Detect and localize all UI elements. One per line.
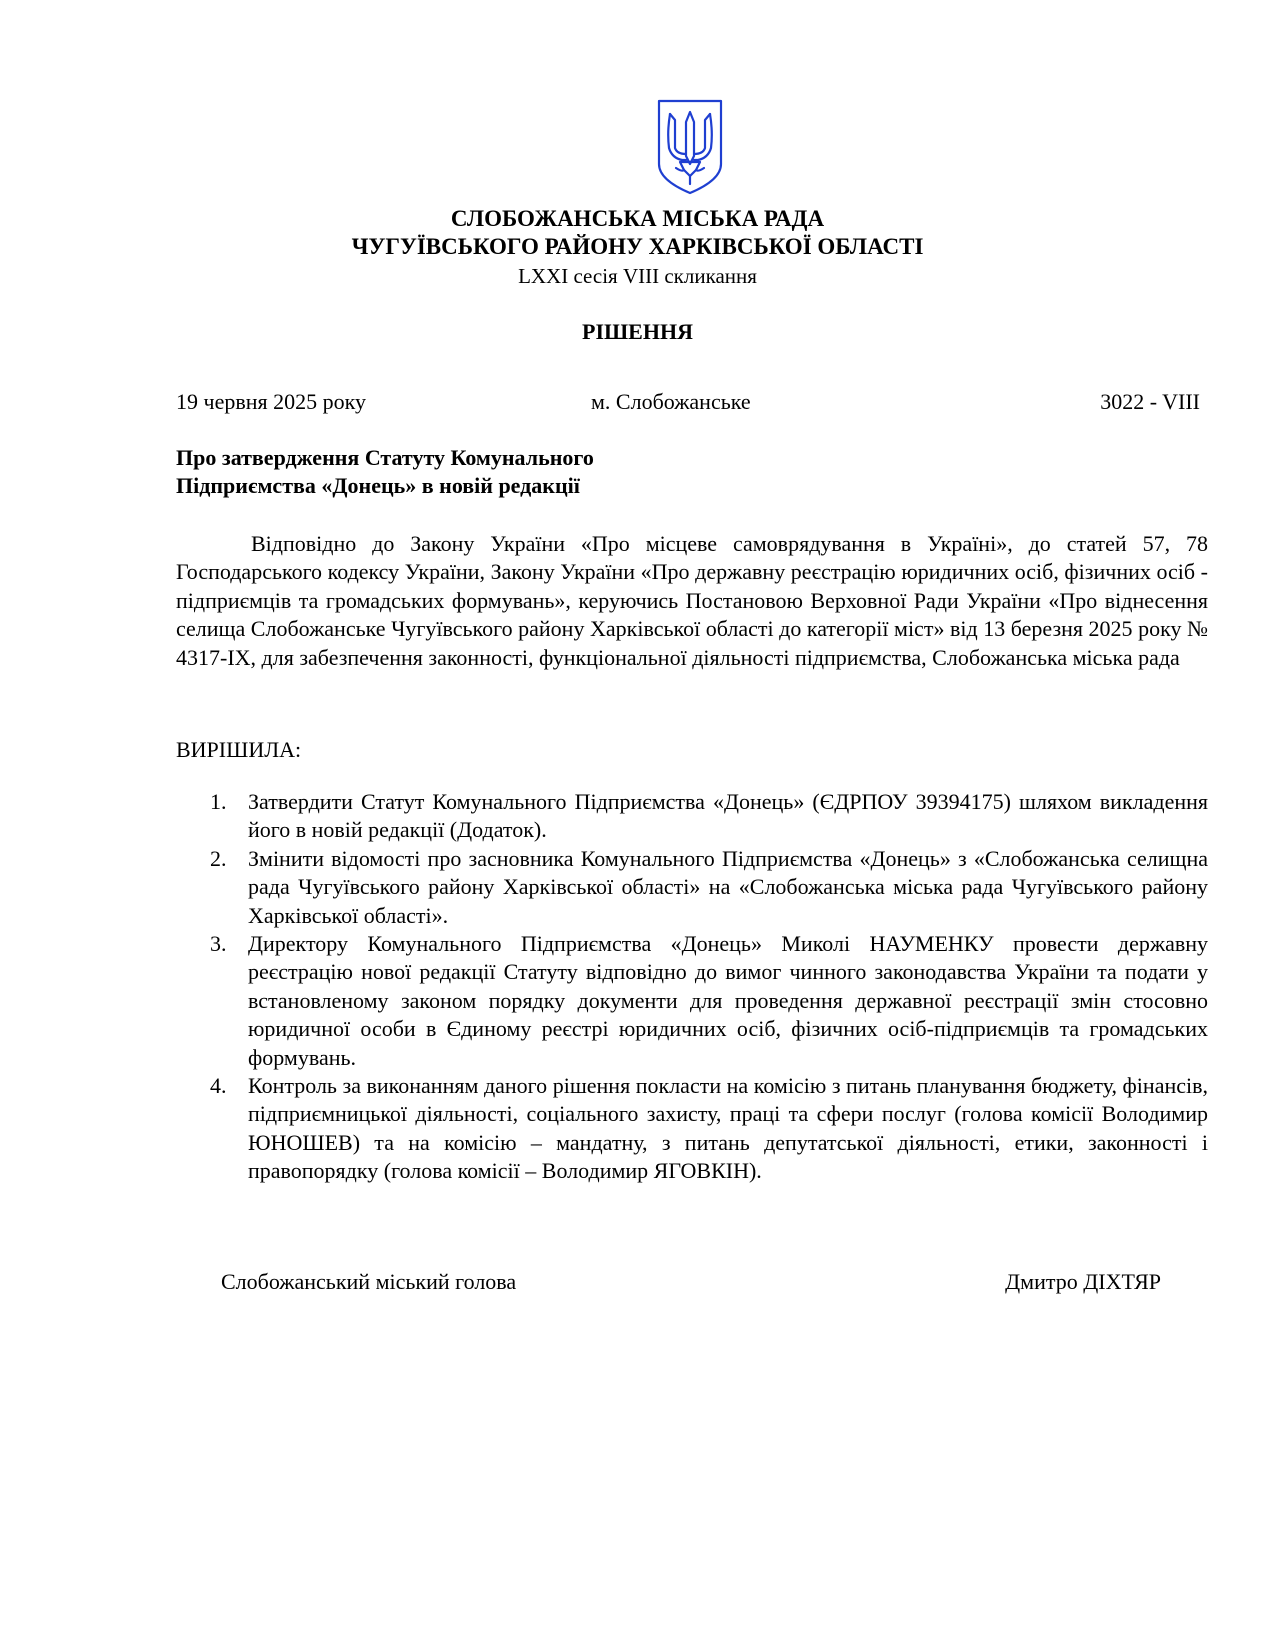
signatory-name: Дмитро ДІХТЯР bbox=[1005, 1269, 1161, 1294]
resolution-item bbox=[210, 788, 1208, 845]
item-text: Контроль за виконанням даного рішення покласти на комісію з питань планування бюджету, фінансів, підприємницької діяльності, соціального захисту, праці та сфери послуг (голова комісії Володимир ЮНОШЕВ) та на комісію – мандатну, з питань депутатської діяльності, етики, законності і правопорядку (голова комісії – Володимир ЯГОВКІН). bbox=[248, 1073, 1208, 1184]
resolution-item bbox=[210, 845, 1208, 930]
resolution-item bbox=[210, 930, 1208, 1072]
decision-date: 19 червня 2025 року bbox=[176, 389, 366, 414]
preamble-paragraph: Відповідно до Закону України «Про місцеве самоврядування в Україні», до статей 57, 78 Господарського кодексу України, Закону України «Про державну реєстрацію юридичних осіб, фізичних осіб - підприємців та громадських формувань», керуючись Постановою Верховної Ради України «Про віднесення селища Слобожанське Чугуївського району Харківської області до категорії міст» від 13 березня 2025 року № 4317-IX, для забезпечення законності, функціональної діяльності підприємства, Слобожанська міська рада bbox=[176, 531, 1208, 670]
council-name: СЛОБОЖАНСЬКА МІСЬКА РАДА bbox=[450, 206, 825, 231]
subject-line-1: Про затвердження Статуту Комунального bbox=[176, 445, 594, 470]
signature-row bbox=[221, 1268, 1161, 1298]
resolution-items-list bbox=[210, 788, 1208, 1186]
subject-line-2: Підприємства «Донець» в новій редакції bbox=[176, 473, 580, 498]
decision-subject bbox=[176, 444, 594, 500]
item-number: 4. bbox=[210, 1073, 227, 1099]
item-text: Директору Комунального Підприємства «Донець» Миколі НАУМЕНКУ провести державну реєстрацію нової редакції Статуту відповідно до вимог чинного законодавства України та подати у встановленому законом порядку документи для проведення державної реєстрації змін стосовно юридичної особи в Єдиному реєстрі юридичних осіб, фізичних осіб-підприємців та громадських формувань. bbox=[248, 931, 1208, 1070]
resolved-label: ВИРІШИЛА: bbox=[176, 737, 302, 762]
resolution-item bbox=[210, 1072, 1208, 1186]
document-type: РІШЕННЯ bbox=[582, 319, 693, 344]
council-region: ЧУГУЇВСЬКОГО РАЙОНУ ХАРКІВСЬКОЇ ОБЛАСТІ bbox=[351, 234, 924, 259]
item-text: Змінити відомості про засновника Комунального Підприємства «Донець» з «Слобожанська селищна рада Чугуївського району Харківської області» на «Слобожанська міська рада Чугуївського району Харківської області». bbox=[248, 845, 1208, 928]
trident-coat-of-arms-icon bbox=[656, 98, 724, 196]
item-number: 1. bbox=[210, 789, 227, 814]
decision-number: 3022 - VIII bbox=[1100, 389, 1200, 414]
item-number: 3. bbox=[210, 931, 227, 957]
item-number: 2. bbox=[210, 845, 227, 871]
item-text: Затвердити Статут Комунального Підприємства «Донець» (ЄДРПОУ 39394175) шляхом викладення його в новій редакції (Додаток). bbox=[248, 789, 1208, 843]
session-line: LXXI сесія VIII скликання bbox=[518, 264, 757, 288]
decision-meta-row bbox=[176, 388, 1208, 418]
signatory-position: Слобожанський міський голова bbox=[221, 1269, 517, 1294]
decision-place: м. Слобожанське bbox=[591, 389, 751, 414]
